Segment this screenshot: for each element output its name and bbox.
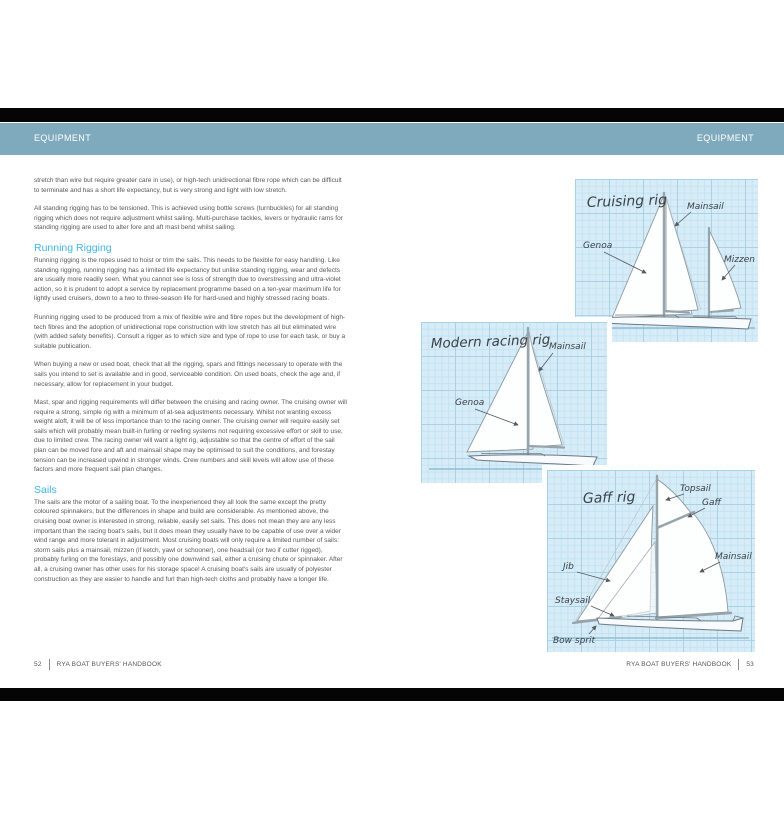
footer-separator — [49, 659, 50, 670]
label-bow-sprit: Bow sprit — [553, 636, 596, 646]
bottom-black-bar — [0, 688, 784, 701]
paragraph: When buying a new or used boat, check that all the rigging, spars and fittings necessary to operate with the sails you intend to set is available and in good, serviceable condition. On used boats, check the age and, if necessary, allow for replacement in your budget. — [34, 361, 343, 388]
paragraph: Running rigging used to be produced from a mix of flexible wire and fibre ropes but the development of high-tech fibres and the adoption of unidirectional rope construction with low stretch has all but eliminated wire (with added safety benefits). Consult a rigger as to which size and type of rope to use for each task, or buy a suitable publication. — [34, 313, 346, 350]
footer-right — [626, 659, 754, 670]
diagram-cruising-rig — [575, 179, 758, 342]
section-heading-running-rigging: Running Rigging — [34, 241, 112, 254]
chapter-header-bar — [0, 123, 784, 155]
diagram-title: Modern racing rig — [430, 331, 551, 352]
diagram-title: Cruising rig — [586, 192, 668, 211]
label-genoa: Genoa — [583, 241, 613, 251]
hull — [597, 618, 743, 631]
label-mainsail: Mainsail — [549, 342, 586, 352]
paragraph: stretch than wire but require greater care in use), or high-tech unidirectional fibre rope which can be difficult to terminate and has a short life expectancy, but is very strong and light with low stretch. — [34, 177, 342, 194]
paragraph: Mast, spar and rigging requirements will differ between the cruising and racing owner. The cruising owner will require a strong, simple rig with a minimum of at-sea adjustments necessary. Whilst not wanting excess weight aloft, it will be of less importance than to the racing owner. The cruising owner will require easily set sails which will probably mean built-in furling or reefing systems not requiring excessive effort or skill to use, due to limited crew. The racing owner will want a light rig, adjustable so that the centre of effort of the sail plan can be moved fore and aft and mainsail shape may be optimised to suit the conditions, and forestay tension can be increased upwind in stronger winds. Crew numbers and skill levels will allow use of these factors and more frequent sail plan changes. — [34, 399, 347, 474]
label-mainsail: Mainsail — [687, 202, 724, 212]
footer-separator — [738, 659, 739, 670]
hull — [597, 317, 751, 329]
diagram-modern-racing-rig — [421, 322, 607, 483]
main-boom — [664, 311, 689, 313]
mainsail-arrow — [675, 212, 691, 226]
label-mizzen: Mizzen — [724, 255, 755, 265]
boom — [528, 446, 564, 448]
label-mainsail: Mainsail — [715, 552, 752, 562]
chapter-title-left: EQUIPMENT — [34, 133, 92, 143]
mainsail-arrow — [539, 353, 553, 371]
mizzen-sail — [709, 230, 741, 312]
section-heading-sails: Sails — [34, 483, 57, 496]
label-topsail: Topsail — [680, 484, 711, 494]
jib-arrow — [577, 572, 610, 581]
hull — [469, 455, 597, 466]
paragraph: All standing rigging has to be tensioned. This is achieved using bottle screws (turnbuckles) for all standing rigging which does not require adjustment whilst sailing. Multi-purchase tackles, levers or hydraulic rams for standing rigging are used to alter fore and aft mast bend whilst sailing. — [34, 205, 343, 232]
label-genoa: Genoa — [455, 398, 485, 408]
label-gaff: Gaff — [702, 498, 721, 508]
mainsail — [666, 197, 698, 312]
diagram-title: Gaff rig — [582, 489, 636, 507]
body-text-column — [34, 176, 348, 593]
cruising-rig-illustration — [575, 179, 758, 342]
paragraph: Running rigging is the ropes used to hoist or trim the sails. This needs to be flexible for easy handling. Like standing rigging, running rigging has a limited life expectancy but unlike standing rigging, wear and defects are usually more readily seen. What you cannot see is loss of strength due to overstressing and ultra-violet action, so it is prudent to adopt a service by replacement programme based on a ten-year maximum life for lightly used cruisers, down to a two to three-season life for hard-used and highly stressed racing boats. — [34, 256, 341, 303]
chapter-title-right: EQUIPMENT — [696, 133, 754, 143]
footer-left — [34, 659, 162, 670]
top-black-bar — [0, 108, 784, 122]
bow-sprit-arrow — [589, 626, 596, 634]
racing-rig-illustration — [421, 322, 607, 483]
label-staysail: Staysail — [555, 596, 591, 606]
book-title: RYA BOAT BUYERS' HANDBOOK — [56, 661, 162, 668]
book-title: RYA BOAT BUYERS' HANDBOOK — [626, 661, 732, 668]
page-number: 53 — [746, 661, 754, 668]
paragraph: The sails are the motor of a sailing boat. To the inexperienced they all look the same except the pretty coloured spinnakers, but the differences in shape and build are considerable. As mentioned above, the cruising boat owner is interested in strong, reliable, easily set sails. This does not mean they are any less important than the racing boat's sails, but it does mean they usually have to be capable of use over a wider wind range and more tolerant in adjustment. Most cruising boats will only require a limited number of sails: storm sails plus a mainsail, mizzen (if ketch, yawl or schooner), one headsail (or two if cutter rigged), probably furling on the forestays, and possibly one downwind sail, either a cruising chute or spinnaker. After all, a cruising owner has other uses for his storage space! A cruising boat's sails are usually of polyester construction as they are easier to handle and furl than high-tech cloths and probably have a longer life. — [34, 498, 343, 583]
gaff-mainsail — [658, 513, 728, 617]
page-number: 52 — [34, 661, 42, 668]
label-jib: Jib — [563, 562, 574, 572]
gaff-rig-illustration — [547, 470, 755, 652]
diagram-gaff-rig — [547, 470, 755, 652]
